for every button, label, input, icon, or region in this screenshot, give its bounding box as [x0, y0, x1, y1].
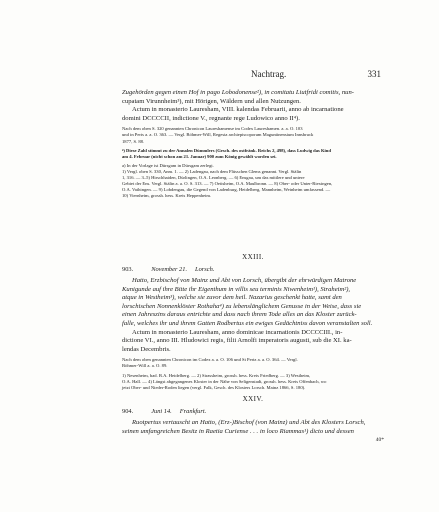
regest-line: Ruotpertus vertauscht an Hatto, (Erz-)Bischof (von Mainz) und Abt des Klosters Lorsch, [132, 419, 366, 426]
charter-day: November 21. [151, 266, 188, 273]
footnote: am 4. Februar (nicht schon am 21. Januar) 900 zum König gewählt worden sei. [122, 153, 277, 159]
footnote: ⁴) Diese Zahl stimmt zu der Annalen Dümmlers (Gesch. des ostfränk. Reichs 2, 498), dass Ludwig das Kind [122, 147, 331, 153]
source-note: 1877, S. 88. [122, 138, 145, 144]
regest-line: einen Jahreszins daraus entrichte und dass nach ihrem Tode alles an das Kloster zurück- [122, 311, 357, 319]
text-line: domini DCCCCII, indictione V., regnante rege Ludowico anno II⁴). [122, 114, 300, 122]
footnote: 10) Viernheim, grossh. hess. Kreis Heppenheim. [122, 193, 212, 199]
regest-line: falle, welches ihr und ihrem Gatten Rodbertus ein ewiges Gedächtniss davon veranstalten soll. [122, 319, 373, 327]
charter-year: 903. [122, 266, 134, 273]
section-numeral: XXIV. [242, 395, 264, 403]
footnote: 1, 316. — 3–5) Hirschhaiden, Dürlingen, O.A. Leonberg. — 6) Ensgau, um das mittlere und untere [122, 175, 305, 181]
charter-place: Frankfurt. [179, 408, 207, 415]
text-line: Actum in monasterio Lauresham, anno dominicae incarnationis DCCCCIII., in- [132, 328, 343, 336]
footnote: O.A. Hall. — 4) Längst abgegangenes Kloster in der Nähe von Seligenstadt, grossh. hess. Kreis Offenbach, wo [122, 378, 327, 384]
source-note: Nach dem oben S. 320 genannten Chronicon Laureshamense im Codex Laureshamen. a. a. O. 103 [122, 126, 303, 132]
footnote: O.A. Vaihingen. — 9) Lobdengau, die Gegend von Ladenburg, Heidelberg, Mannheim, Weinheim umfassend. — [122, 187, 331, 193]
regest-line: Hatto, Erzbischof von Mainz und Abt von Lorsch, übergibt der ehrwürdigen Matrone [132, 277, 357, 284]
charter-day: Juni 14. [151, 408, 172, 415]
regest-line: seinen umfangreichen Besitz in Raetia Curiense . . . in loco Riammas¹) dicto und dessen [122, 427, 354, 435]
charter-block [122, 408, 384, 445]
footnote: 1) Vergl. oben S. 330, Anm. 1. — 2) Ladengau, nach dem Flüsschen Glems genannt. Vergl. Stälin [122, 168, 302, 174]
source-note: und in Perts a. a. O. 363. — Vergl. Böhmer-Will, Regesta archiepiscoporum Maguntinensium Innsbruck [122, 132, 314, 138]
footnote: a) In der Vorlage ist Dürsgam in Dürsgam zerlegt. [122, 162, 214, 168]
charter-block [122, 266, 384, 391]
footnote: Gebiet der Ens. Vergl. Stälin a. a. O. S. 313. — 7) Oetisheim, O.A. Maulbronn. — 8) Ober- oder Unter-Riexingen, [122, 181, 333, 187]
page-number: 331 [367, 69, 381, 79]
section-numeral: XXIII. [242, 253, 264, 261]
source-note: Böhmer-Will a. a. O. 89. [122, 363, 168, 369]
footnote: jetzt Ober- und Nieder-Roden liegen (vergl. Falk, Gesch. des Klosters Lorsch. Mainz 1866, S. 180). [122, 384, 306, 390]
regest-line: lorschischen Nonnenklöster Rothaha⁴) zu lebenslänglichem Genusse in der Weise, dass sie [122, 302, 362, 310]
running-title: Nachtrag. [251, 69, 287, 79]
source-note: Nach dem oben genannten Chronicon im Codex a. a. O. 106 und St Pertz a. a. O. 364. — Vergl. [122, 357, 298, 363]
page-header [120, 69, 381, 83]
charter-year: 904. [122, 408, 134, 415]
text-line: cupatam Virunnheim³), mit Hörigen, Wäldern und allen Nutzungen. [122, 97, 301, 105]
footnote: 1) Nesenheim, bad. B.A. Heidelberg. — 2) Strassheim, grossh. hess. Kreis Friedberg. — 3) Westheim, [122, 372, 311, 378]
text-line: Actum in monasterio Lauresham, VIII. kalendas Februarii, anno ab incarnatione [132, 106, 344, 114]
text-line: Zugehörden gegen einen Hof in pago Lobodonense²), in comitatu Liutfridi comitis, nun- [122, 89, 354, 96]
signature-mark: 40* [375, 437, 384, 444]
charter-date [122, 266, 384, 274]
text-line: dictione VI., anno III. Hludowici regis, filii Arnolfi imperatoris augusti, sub die XI. ka- [122, 337, 352, 345]
regest-line: atque in Westheim³), welche sie zuvor dem heil. Nazarius geschenkt hatte, samt den [122, 294, 342, 302]
charter-place: Lorsch. [195, 266, 215, 273]
charter-date [122, 408, 384, 416]
regest-line: Kunigunde auf ihre Bitte ihr Eigenthum in villis seu terminis Niwenheim¹), Straheim²), [122, 285, 351, 293]
continuation-block [122, 89, 384, 199]
text-line: lendas Decembris. [122, 345, 171, 353]
